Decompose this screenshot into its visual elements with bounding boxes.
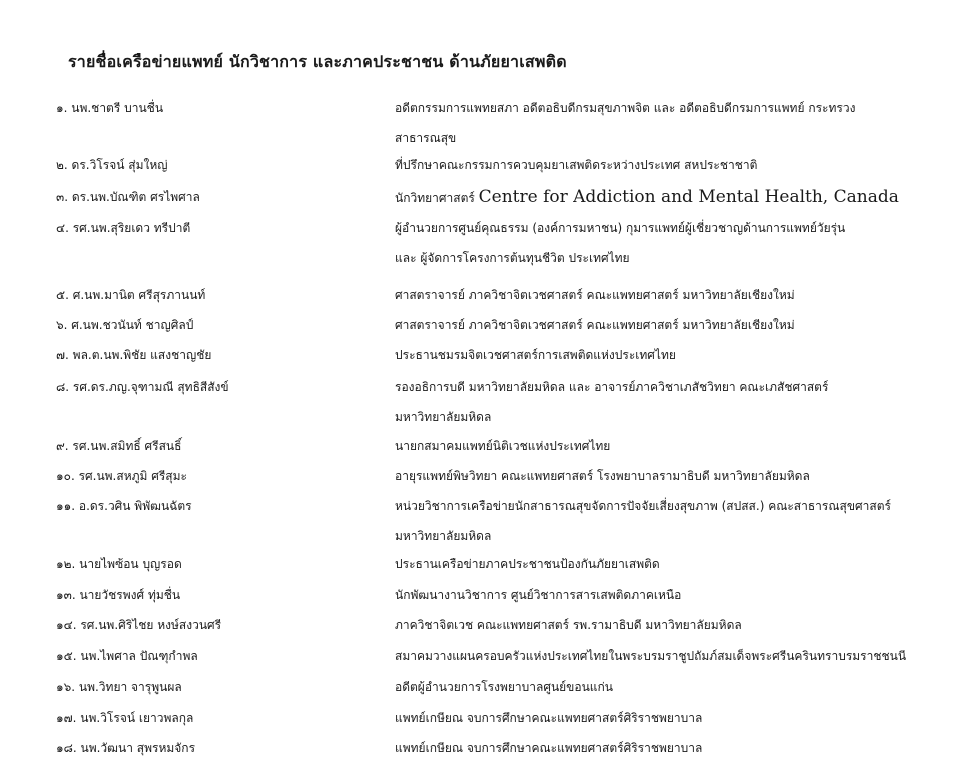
description-line: นักพัฒนางานวิชาการ ศูนย์วิชาการสารเสพติดภาคเหนือ — [395, 588, 682, 602]
entry-description — [395, 461, 947, 491]
description-line: และ ผู้จัดการโครงการต้นทุนชีวิต ประเทศไทย — [395, 251, 630, 265]
entry-name: ๑๐. รศ.นพ.สหภูมิ ศรีสุมะ — [56, 469, 187, 483]
entry-description — [395, 431, 947, 461]
description-line: อดีตกรรมการแพทยสภา อดีตอธิบดีกรมสุขภาพจิต และ อดีตอธิบดีกรมการแพทย์ กระทรวง — [395, 101, 856, 115]
entry-name: ๖. ศ.นพ.ชวนันท์ ชาญศิลป์ — [56, 318, 194, 332]
entry-name: ๕. ศ.นพ.มานิต ศรีสุรภานนท์ — [56, 288, 206, 302]
entry-description — [395, 372, 947, 432]
entry-name: ๑. นพ.ชาตรี บานชื่น — [56, 101, 164, 115]
entry-name: ๑๘. นพ.วัฒนา สุพรหมจักร — [56, 741, 196, 755]
entry-name: ๙. รศ.นพ.สมิทธิ์ ศรีสนธิ์ — [56, 439, 182, 453]
entry-description — [395, 672, 947, 702]
entry-description — [395, 310, 947, 340]
entry-description — [395, 150, 947, 180]
entry-description — [395, 491, 947, 551]
entry-description — [395, 340, 947, 370]
institution-name: Centre for Addiction and Mental Health, Canada — [478, 187, 899, 207]
document-title: รายชื่อเครือข่ายแพทย์ นักวิชาการ และภาคประชาชน ด้านภัยยาเสพติด — [68, 52, 567, 71]
entry-name: ๘. รศ.ดร.ภญ.จุฑามณี สุทธิสีสังข์ — [56, 380, 229, 394]
entry-name: ๗. พล.ต.นพ.พิชัย แสงชาญชัย — [56, 348, 212, 362]
entry-description — [395, 733, 947, 763]
description-line: หน่วยวิชาการเครือข่ายนักสาธารณสุขจัดการปัจจัยเสี่ยงสุขภาพ (สปสส.) คณะสาธารณสุขศาสตร์ — [395, 499, 891, 513]
description-line: อายุรแพทย์พิษวิทยา คณะแพทยศาสตร์ โรงพยาบาลรามาธิบดี มหาวิทยาลัยมหิดล — [395, 469, 810, 483]
description-line: นายกสมาคมแพทย์นิติเวชแห่งประเทศไทย — [395, 439, 611, 453]
description-line: ภาควิชาจิตเวช คณะแพทยศาสตร์ รพ.รามาธิบดี มหาวิทยาลัยมหิดล — [395, 618, 742, 632]
description-line: มหาวิทยาลัยมหิดล — [395, 529, 492, 543]
description-line — [395, 182, 947, 213]
description-line: อดีตผู้อำนวยการโรงพยาบาลศูนย์ขอนแก่น — [395, 680, 613, 694]
entry-description — [395, 703, 947, 733]
entry-description — [395, 280, 947, 310]
entry-description — [395, 580, 947, 610]
entry-name: ๑๗. นพ.วิโรจน์ เยาวพลกุล — [56, 711, 194, 725]
description-line: สมาคมวางแผนครอบครัวแห่งประเทศไทยในพระบรมราชูปถัมภ์สมเด็จพระศรีนครินทราบรมราชชนนี — [395, 649, 907, 663]
description-line: แพทย์เกษียณ จบการศึกษาคณะแพทยศาสตร์ศิริราชพยาบาล — [395, 741, 703, 755]
description-line: ผู้อำนวยการศูนย์คุณธรรม (องค์การมหาชน) กุมารแพทย์ผู้เชี่ยวชาญด้านการแพทย์วัยรุ่น — [395, 221, 846, 235]
description-line: สาธารณสุข — [395, 131, 457, 145]
description-line: ศาสตราจารย์ ภาควิชาจิตเวชศาสตร์ คณะแพทยศาสตร์ มหาวิทยาลัยเชียงใหม่ — [395, 318, 795, 332]
entry-name: ๑๓. นายวัชรพงศ์ ทุ่มชื่น — [56, 588, 181, 602]
description-line: แพทย์เกษียณ จบการศึกษาคณะแพทยศาสตร์ศิริราชพยาบาล — [395, 711, 703, 725]
entry-name: ๑๒. นายไพซ้อน บุญรอด — [56, 557, 182, 571]
description-line: มหาวิทยาลัยมหิดล — [395, 410, 492, 424]
entry-description — [395, 93, 947, 153]
entry-name: ๑๖. นพ.วิทยา จารุพูนผล — [56, 680, 182, 694]
entry-name: ๔. รศ.นพ.สุริยเดว ทรีปาตี — [56, 221, 191, 235]
description-line: ศาสตราจารย์ ภาควิชาจิตเวชศาสตร์ คณะแพทยศาสตร์ มหาวิทยาลัยเชียงใหม่ — [395, 288, 795, 302]
description-line: ประธานชมรมจิตเวชศาสตร์การเสพติดแห่งประเทศไทย — [395, 348, 676, 362]
description-line: ประธานเครือข่ายภาคประชาชนป้องกันภัยยาเสพติด — [395, 557, 660, 571]
entry-name: ๑๕. นพ.ไพศาล ปัณฑุกำพล — [56, 649, 198, 663]
entry-description — [395, 549, 947, 579]
entry-name: ๑๑. อ.ดร.วศิน พิพัฒนฉัตร — [56, 499, 192, 513]
entry-name: ๒. ดร.วิโรจน์ สุ่มใหญ่ — [56, 158, 168, 172]
description-prefix: นักวิทยาศาสตร์ — [395, 191, 479, 205]
entry-name: ๑๔. รศ.นพ.ศิริไชย หงษ์สงวนศรี — [56, 618, 222, 632]
entry-description — [395, 610, 947, 640]
entry-description — [395, 641, 947, 671]
entry-description — [395, 213, 947, 273]
entry-name: ๓. ดร.นพ.บัณฑิต ศรไพศาล — [56, 190, 200, 204]
description-line: ที่ปรึกษาคณะกรรมการควบคุมยาเสพติดระหว่างประเทศ สหประชาชาติ — [395, 158, 758, 172]
description-line: รองอธิการบดี มหาวิทยาลัยมหิดล และ อาจารย์ภาควิชาเภสัชวิทยา คณะเภสัชศาสตร์ — [395, 380, 829, 394]
entry-description — [395, 182, 947, 213]
